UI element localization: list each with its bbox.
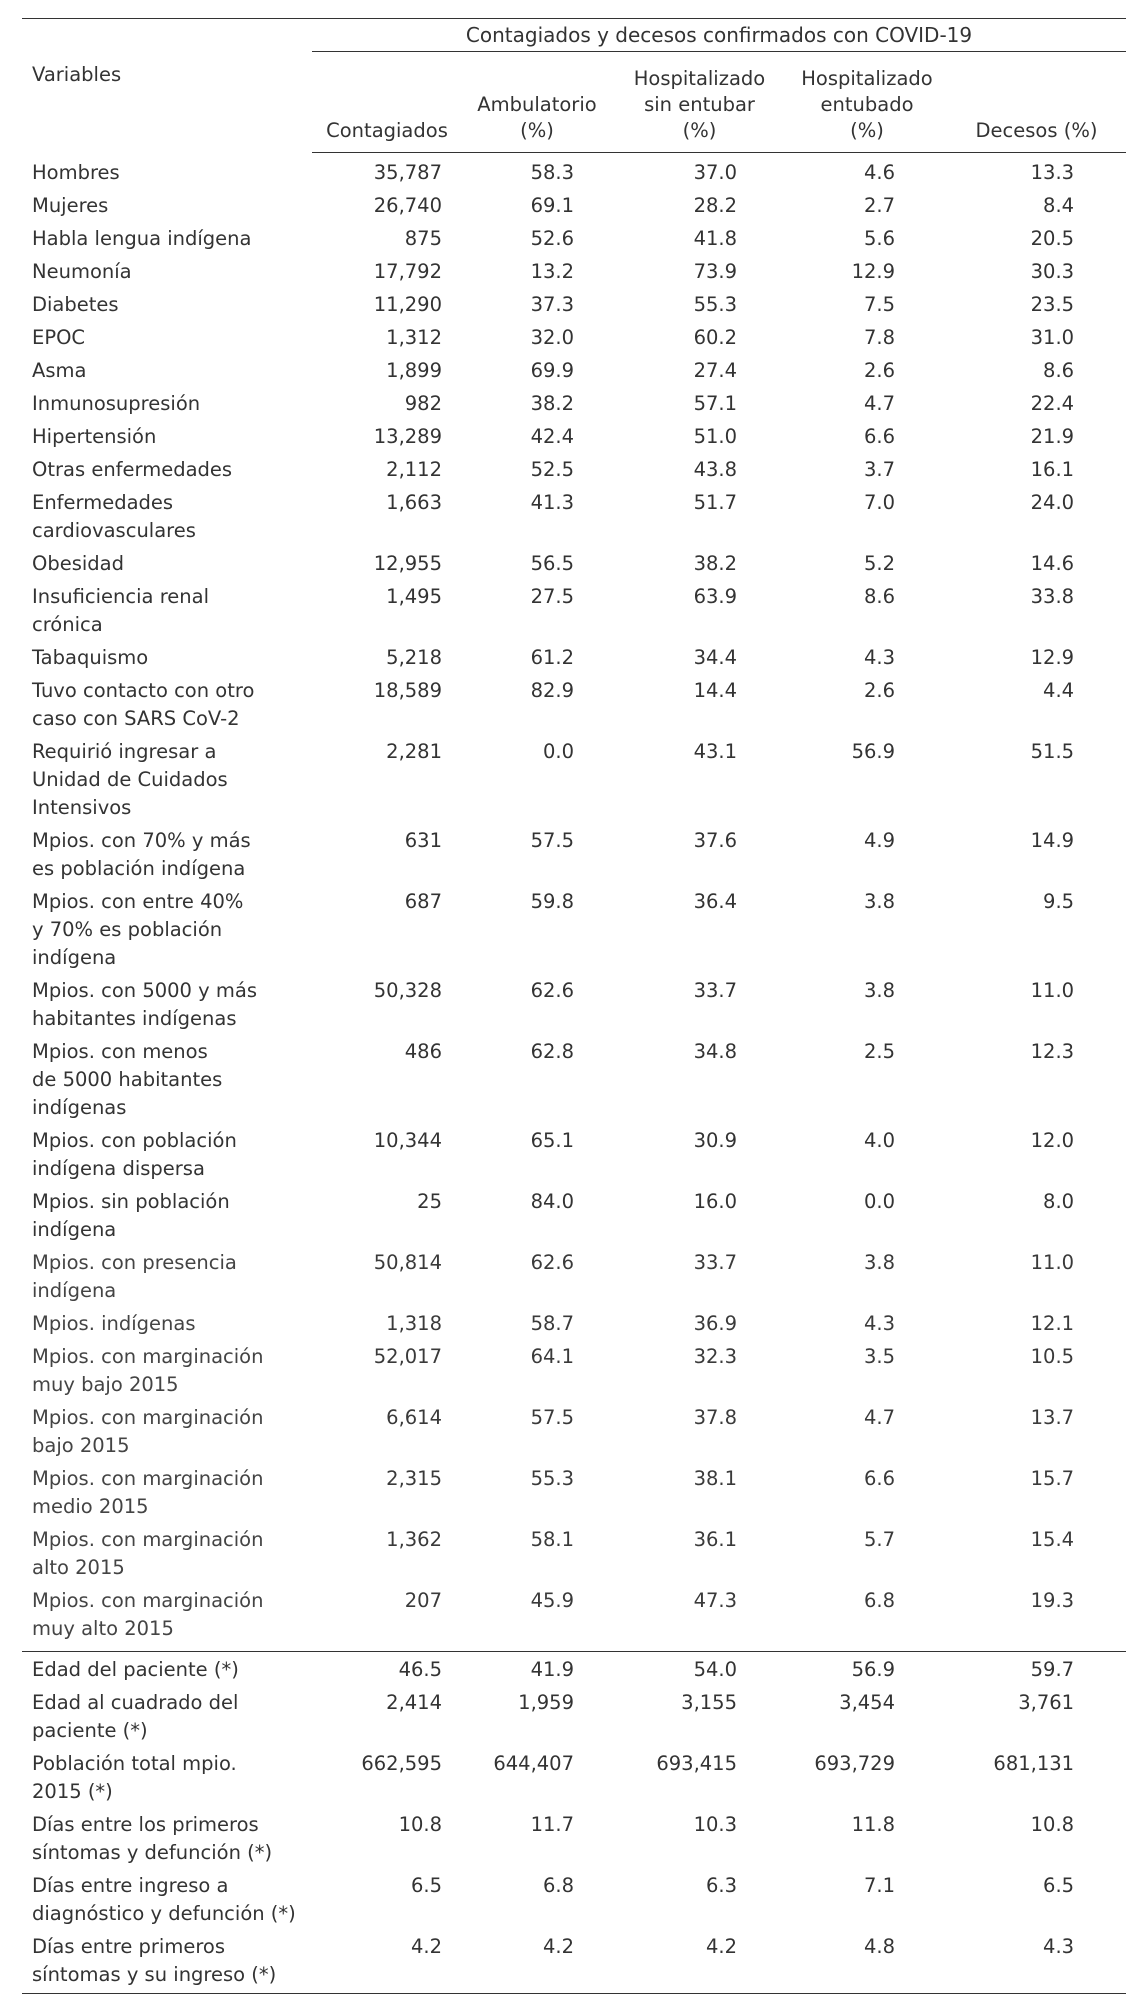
cell-value: 36.9 bbox=[693, 1312, 737, 1335]
cell-value: 2,414 bbox=[386, 1691, 442, 1714]
cell-value: 207 bbox=[404, 1589, 442, 1612]
cell-value: 41.3 bbox=[530, 491, 574, 514]
cell-value: 50,328 bbox=[373, 979, 442, 1002]
table-row bbox=[22, 153, 1126, 193]
row-label: Obesidad bbox=[32, 552, 125, 575]
cell-value: 36.1 bbox=[693, 1528, 737, 1551]
row-label: Tabaquismo bbox=[32, 646, 149, 669]
cell-value: 875 bbox=[404, 227, 442, 250]
row-label: Mpios. con marginación muy bajo 2015 bbox=[32, 1345, 264, 1396]
cell-value: 28.2 bbox=[693, 194, 737, 217]
cell-value: 42.4 bbox=[530, 425, 574, 448]
table-row bbox=[22, 677, 1126, 738]
cell-value: 20.5 bbox=[1030, 227, 1075, 250]
table-row bbox=[22, 1310, 1126, 1343]
cell-value: 65.1 bbox=[530, 1129, 574, 1152]
cell-value: 16.0 bbox=[693, 1190, 737, 1213]
cell-value: 32.0 bbox=[530, 326, 574, 349]
cell-value: 33.7 bbox=[693, 1251, 737, 1274]
row-label: Mpios. con entre 40% y 70% es población indígena bbox=[32, 890, 244, 969]
section-municipalities bbox=[22, 1249, 1126, 1652]
cell-value: 36.4 bbox=[693, 890, 737, 913]
cell-value: 3,761 bbox=[1018, 1691, 1075, 1714]
cell-value: 1,312 bbox=[386, 326, 442, 349]
cell-value: 63.9 bbox=[693, 585, 737, 608]
cell-value: 2.7 bbox=[863, 194, 895, 217]
cell-value: 4.3 bbox=[863, 1312, 895, 1335]
cell-value: 62.6 bbox=[530, 1251, 574, 1274]
table-row bbox=[22, 1188, 1126, 1249]
row-label: Mpios. sin población indígena bbox=[32, 1190, 230, 1241]
cell-value: 52.5 bbox=[530, 458, 574, 481]
cell-value: 11,290 bbox=[373, 293, 442, 316]
cell-value: 1,495 bbox=[386, 585, 442, 608]
cell-value: 33.7 bbox=[693, 979, 737, 1002]
cell-value: 7.1 bbox=[863, 1874, 895, 1897]
cell-value: 58.3 bbox=[530, 161, 574, 184]
cell-value: 61.2 bbox=[530, 646, 574, 669]
table-row bbox=[22, 1127, 1126, 1188]
cell-value: 4.2 bbox=[612, 1933, 787, 1994]
column-header-ambulatorio: Ambulatorio (%) bbox=[462, 52, 612, 153]
cell-value: 693,729 bbox=[814, 1752, 895, 1775]
table-row bbox=[22, 1587, 1126, 1652]
cell-value: 73.9 bbox=[693, 260, 737, 283]
cell-value: 6.5 bbox=[1043, 1874, 1075, 1897]
cell-value: 3,454 bbox=[839, 1691, 895, 1714]
cell-value: 3.7 bbox=[863, 458, 895, 481]
table-row bbox=[22, 1750, 1126, 1811]
cell-value: 22.4 bbox=[1030, 392, 1075, 415]
cell-value: 62.8 bbox=[530, 1040, 574, 1063]
column-header-contagiados: Contagiados bbox=[312, 52, 462, 153]
cell-value: 26,740 bbox=[373, 194, 442, 217]
cell-value: 38.2 bbox=[530, 392, 574, 415]
cell-value: 14.6 bbox=[1030, 552, 1075, 575]
table-row bbox=[22, 192, 1126, 225]
cell-value: 13,289 bbox=[373, 425, 442, 448]
table-row bbox=[22, 1872, 1126, 1933]
cell-value: 0.0 bbox=[863, 1190, 895, 1213]
cell-value: 30.3 bbox=[1030, 260, 1075, 283]
row-label: Mpios. con marginación bajo 2015 bbox=[32, 1406, 264, 1457]
cell-value: 24.0 bbox=[1030, 491, 1075, 514]
cell-value: 6.6 bbox=[863, 425, 895, 448]
cell-value: 4.7 bbox=[863, 392, 895, 415]
cell-value: 11.0 bbox=[1030, 979, 1075, 1002]
row-label: Días entre ingreso a diagnóstico y defunción (*) bbox=[32, 1874, 296, 1925]
table-header bbox=[22, 19, 1126, 153]
cell-value: 3.5 bbox=[863, 1345, 895, 1368]
row-label: Mpios. con menos de 5000 habitantes indígenas bbox=[32, 1040, 223, 1119]
cell-value: 2.5 bbox=[863, 1040, 895, 1063]
cell-value: 62.6 bbox=[530, 979, 574, 1002]
cell-value: 14.9 bbox=[1030, 829, 1075, 852]
table-row bbox=[22, 1933, 1126, 1994]
cell-value: 10.3 bbox=[693, 1813, 737, 1836]
cell-value: 8.4 bbox=[1043, 194, 1075, 217]
cell-value: 12.9 bbox=[1030, 646, 1075, 669]
cell-value: 57.5 bbox=[530, 1406, 574, 1429]
cell-value: 2.6 bbox=[863, 679, 895, 702]
table-row bbox=[22, 258, 1126, 291]
cell-value: 37.3 bbox=[530, 293, 574, 316]
cell-value: 52,017 bbox=[373, 1345, 442, 1368]
table-row bbox=[22, 390, 1126, 423]
cell-value: 37.0 bbox=[693, 161, 737, 184]
cell-value: 59.7 bbox=[947, 1652, 1126, 1690]
cell-value: 687 bbox=[404, 890, 442, 913]
cell-value: 0.0 bbox=[542, 740, 574, 763]
cell-value: 64.1 bbox=[530, 1345, 574, 1368]
group-header: Contagiados y decesos confirmados con COVID-19 bbox=[312, 19, 1126, 52]
cell-value: 6.8 bbox=[542, 1874, 574, 1897]
cell-value: 38.2 bbox=[693, 552, 737, 575]
cell-value: 69.1 bbox=[530, 194, 574, 217]
cell-value: 34.8 bbox=[693, 1040, 737, 1063]
cell-value: 6.8 bbox=[863, 1589, 895, 1612]
cell-value: 693,415 bbox=[656, 1752, 737, 1775]
cell-value: 4.0 bbox=[863, 1129, 895, 1152]
cell-value: 84.0 bbox=[530, 1190, 574, 1213]
cell-value: 4.9 bbox=[863, 829, 895, 852]
cell-value: 58.7 bbox=[530, 1312, 574, 1335]
cell-value: 43.1 bbox=[693, 740, 737, 763]
row-label: Hombres bbox=[32, 160, 120, 184]
cell-value: 681,131 bbox=[993, 1752, 1075, 1775]
covid-table bbox=[22, 18, 1126, 1994]
table-row bbox=[22, 977, 1126, 1038]
cell-value: 11.0 bbox=[1030, 1251, 1075, 1274]
cell-value: 10,344 bbox=[373, 1129, 442, 1152]
row-label: Neumonía bbox=[32, 260, 132, 283]
row-label: Asma bbox=[32, 359, 87, 382]
cell-value: 2,281 bbox=[386, 740, 442, 763]
cell-value: 3,155 bbox=[681, 1691, 737, 1714]
cell-value: 1,663 bbox=[386, 491, 442, 514]
cell-value: 60.2 bbox=[693, 326, 737, 349]
row-label: Mpios. con marginación alto 2015 bbox=[32, 1528, 264, 1579]
row-label: Hipertensión bbox=[32, 425, 157, 448]
variables-header: Variables bbox=[22, 19, 312, 153]
row-label: Días entre primeros síntomas y su ingreso (*) bbox=[22, 1933, 312, 1994]
cell-value: 46.5 bbox=[312, 1652, 462, 1690]
cell-value: 12.3 bbox=[1030, 1040, 1075, 1063]
cell-value: 2.6 bbox=[863, 359, 895, 382]
cell-value: 51.0 bbox=[693, 425, 737, 448]
cell-value: 82.9 bbox=[530, 679, 574, 702]
cell-value: 41.8 bbox=[693, 227, 737, 250]
cell-value: 27.4 bbox=[693, 359, 737, 382]
row-label: Diabetes bbox=[32, 293, 119, 316]
cell-value: 15.4 bbox=[1030, 1528, 1075, 1551]
cell-value: 13.2 bbox=[530, 260, 574, 283]
cell-value: 56.5 bbox=[530, 552, 574, 575]
row-label: Edad al cuadrado del paciente (*) bbox=[32, 1691, 239, 1742]
cell-value: 1,362 bbox=[386, 1528, 442, 1551]
cell-value: 58.1 bbox=[530, 1528, 574, 1551]
cell-value: 57.5 bbox=[530, 829, 574, 852]
cell-value: 4.8 bbox=[787, 1933, 947, 1994]
row-label: Población total mpio. 2015 (*) bbox=[32, 1752, 237, 1803]
cell-value: 3.8 bbox=[863, 890, 895, 913]
cell-value: 10.8 bbox=[398, 1813, 442, 1836]
row-label: Requirió ingresar a Unidad de Cuidados Intensivos bbox=[32, 740, 228, 819]
cell-value: 7.0 bbox=[863, 491, 895, 514]
cell-value: 25 bbox=[417, 1190, 442, 1213]
cell-value: 486 bbox=[404, 1040, 442, 1063]
table-row bbox=[22, 1404, 1126, 1465]
cell-value: 7.8 bbox=[863, 326, 895, 349]
cell-value: 631 bbox=[404, 829, 442, 852]
table-row bbox=[22, 324, 1126, 357]
table-row bbox=[22, 1811, 1126, 1872]
cell-value: 12,955 bbox=[373, 552, 442, 575]
row-label: Mpios. con 5000 y más habitantes indígenas bbox=[32, 979, 257, 1030]
table-row bbox=[22, 550, 1126, 583]
cell-value: 4.6 bbox=[863, 161, 895, 184]
row-label: Habla lengua indígena bbox=[32, 227, 252, 250]
cell-value: 14.4 bbox=[693, 679, 737, 702]
cell-value: 19.3 bbox=[1030, 1589, 1075, 1612]
table-row bbox=[22, 827, 1126, 888]
cell-value: 35,787 bbox=[373, 161, 442, 184]
cell-value: 4.3 bbox=[863, 646, 895, 669]
cell-value: 13.3 bbox=[1030, 161, 1075, 184]
row-label: Enfermedades cardiovasculares bbox=[32, 491, 196, 542]
row-label: Insuficiencia renal crónica bbox=[32, 585, 210, 636]
cell-value: 50,814 bbox=[373, 1251, 442, 1274]
table-row bbox=[22, 1689, 1126, 1750]
table-row bbox=[22, 225, 1126, 258]
cell-value: 38.1 bbox=[693, 1467, 737, 1490]
cell-value: 16.1 bbox=[1030, 458, 1075, 481]
section-averages bbox=[22, 1652, 1126, 1994]
table-row bbox=[22, 1249, 1126, 1310]
row-label: Mpios. indígenas bbox=[32, 1312, 196, 1335]
cell-value: 33.8 bbox=[1030, 585, 1075, 608]
cell-value: 5.7 bbox=[863, 1528, 895, 1551]
cell-value: 56.9 bbox=[787, 1652, 947, 1690]
cell-value: 18,589 bbox=[373, 679, 442, 702]
row-label: Mpios. con marginación medio 2015 bbox=[32, 1467, 264, 1518]
cell-value: 43.8 bbox=[693, 458, 737, 481]
row-label: Días entre los primeros síntomas y defunción (*) bbox=[32, 1813, 273, 1864]
cell-value: 1,899 bbox=[386, 359, 442, 382]
cell-value: 3.8 bbox=[863, 1251, 895, 1274]
cell-value: 8.6 bbox=[1043, 359, 1075, 382]
row-label: Mpios. con marginación muy alto 2015 bbox=[32, 1589, 264, 1640]
cell-value: 59.8 bbox=[530, 890, 574, 913]
cell-value: 69.9 bbox=[530, 359, 574, 382]
row-label: Mpios. con presencia indígena bbox=[32, 1251, 237, 1302]
cell-value: 57.1 bbox=[693, 392, 737, 415]
cell-value: 10.8 bbox=[1030, 1813, 1075, 1836]
row-label: Mujeres bbox=[32, 194, 109, 217]
cell-value: 52.6 bbox=[530, 227, 574, 250]
cell-value: 6.6 bbox=[863, 1467, 895, 1490]
cell-value: 662,595 bbox=[361, 1752, 442, 1775]
cell-value: 47.3 bbox=[693, 1589, 737, 1612]
cell-value: 3.8 bbox=[863, 979, 895, 1002]
row-label: Mpios. con población indígena dispersa bbox=[32, 1129, 237, 1180]
cell-value: 2,112 bbox=[386, 458, 442, 481]
cell-value: 15.7 bbox=[1030, 1467, 1075, 1490]
cell-value: 55.3 bbox=[530, 1467, 574, 1490]
table-row bbox=[22, 291, 1126, 324]
cell-value: 11.7 bbox=[530, 1813, 574, 1836]
row-label: Mpios. con 70% y más es población indígena bbox=[32, 829, 251, 880]
table-row bbox=[22, 1343, 1126, 1404]
table-row bbox=[22, 1652, 1126, 1690]
table-row bbox=[22, 583, 1126, 644]
cell-value: 5.6 bbox=[863, 227, 895, 250]
table-row bbox=[22, 888, 1126, 977]
cell-value: 12.1 bbox=[1030, 1312, 1075, 1335]
table-row bbox=[22, 357, 1126, 390]
cell-value: 34.4 bbox=[693, 646, 737, 669]
cell-value: 56.9 bbox=[851, 740, 895, 763]
table-row bbox=[22, 1526, 1126, 1587]
cell-value: 17,792 bbox=[373, 260, 442, 283]
cell-value: 6,614 bbox=[386, 1406, 442, 1429]
table-row bbox=[22, 423, 1126, 456]
table-row bbox=[22, 644, 1126, 677]
cell-value: 27.5 bbox=[530, 585, 574, 608]
cell-value: 6.5 bbox=[410, 1874, 442, 1897]
section-conditions bbox=[22, 153, 1126, 1250]
cell-value: 55.3 bbox=[693, 293, 737, 316]
column-header-hospitalizado-entubado: Hospitalizado entubado (%) bbox=[787, 52, 947, 153]
cell-value: 12.9 bbox=[851, 260, 895, 283]
cell-value: 4.7 bbox=[863, 1406, 895, 1429]
cell-value: 9.5 bbox=[1043, 890, 1075, 913]
cell-value: 13.7 bbox=[1030, 1406, 1075, 1429]
row-label: Inmunosupresión bbox=[32, 392, 201, 415]
cell-value: 12.0 bbox=[1030, 1129, 1075, 1152]
column-header-decesos: Decesos (%) bbox=[947, 52, 1126, 153]
cell-value: 982 bbox=[404, 392, 442, 415]
cell-value: 23.5 bbox=[1030, 293, 1075, 316]
cell-value: 8.6 bbox=[863, 585, 895, 608]
cell-value: 4.2 bbox=[312, 1933, 462, 1994]
row-label: Edad del paciente (*) bbox=[22, 1652, 312, 1690]
cell-value: 4.3 bbox=[947, 1933, 1126, 1994]
cell-value: 51.7 bbox=[693, 491, 737, 514]
cell-value: 37.8 bbox=[693, 1406, 737, 1429]
row-label: EPOC bbox=[32, 326, 86, 349]
cell-value: 6.3 bbox=[705, 1874, 737, 1897]
cell-value: 4.4 bbox=[1043, 679, 1075, 702]
cell-value: 4.2 bbox=[462, 1933, 612, 1994]
cell-value: 644,407 bbox=[493, 1752, 574, 1775]
cell-value: 21.9 bbox=[1030, 425, 1075, 448]
cell-value: 1,318 bbox=[386, 1312, 442, 1335]
cell-value: 31.0 bbox=[1030, 326, 1075, 349]
table-row bbox=[22, 1465, 1126, 1526]
cell-value: 5.2 bbox=[863, 552, 895, 575]
cell-value: 41.9 bbox=[462, 1652, 612, 1690]
cell-value: 32.3 bbox=[693, 1345, 737, 1368]
cell-value: 30.9 bbox=[693, 1129, 737, 1152]
table-row bbox=[22, 738, 1126, 827]
cell-value: 10.5 bbox=[1030, 1345, 1075, 1368]
cell-value: 51.5 bbox=[1030, 740, 1075, 763]
cell-value: 45.9 bbox=[530, 1589, 574, 1612]
cell-value: 8.0 bbox=[1043, 1190, 1075, 1213]
table-row bbox=[22, 456, 1126, 489]
cell-value: 54.0 bbox=[612, 1652, 787, 1690]
cell-value: 37.6 bbox=[693, 829, 737, 852]
table-row bbox=[22, 489, 1126, 550]
cell-value: 2,315 bbox=[386, 1467, 442, 1490]
row-label: Otras enfermedades bbox=[32, 458, 233, 481]
cell-value: 5,218 bbox=[386, 646, 442, 669]
cell-value: 11.8 bbox=[851, 1813, 895, 1836]
row-label: Tuvo contacto con otro caso con SARS CoV-2 bbox=[32, 679, 255, 730]
cell-value: 7.5 bbox=[863, 293, 895, 316]
cell-value: 1,959 bbox=[518, 1691, 574, 1714]
column-header-hospitalizado-sin-entubar: Hospitalizado sin entubar (%) bbox=[612, 52, 787, 153]
table-row bbox=[22, 1038, 1126, 1127]
